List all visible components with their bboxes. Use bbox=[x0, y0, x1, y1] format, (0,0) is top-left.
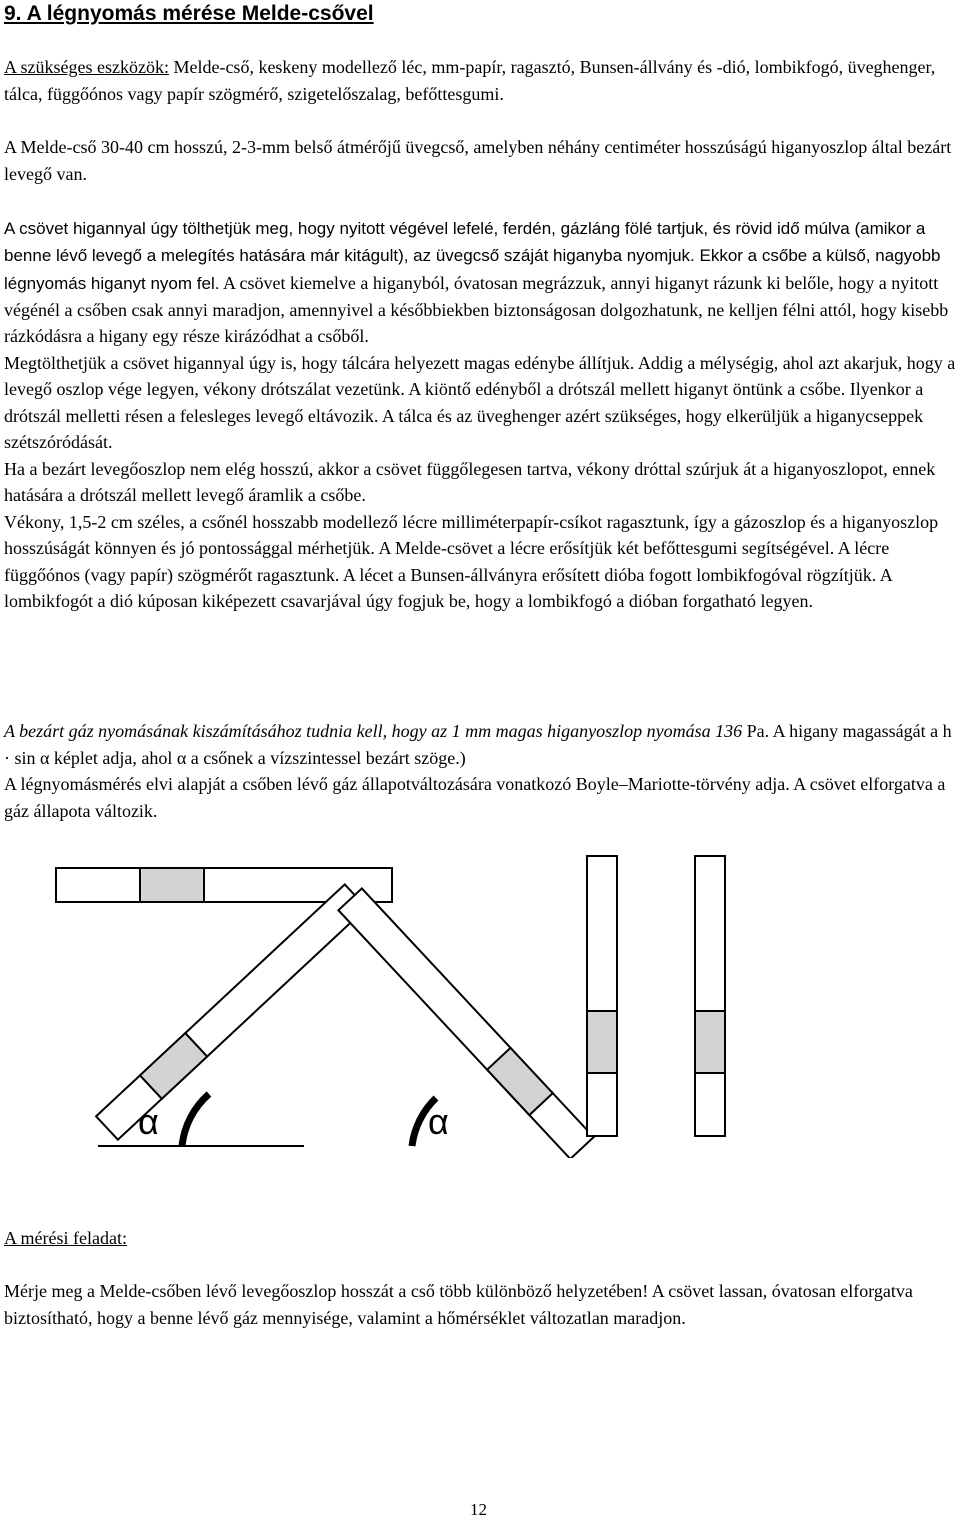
page-number: 12 bbox=[470, 1500, 487, 1519]
tools-paragraph bbox=[4, 54, 956, 107]
principle-text: A légnyomásmérés elvi alapját a csőben lévő gáz állapotváltozására vonatkozó Boyle–Mariotte-törvény adja. A csövet elforgatva a gáz állapota változik. bbox=[4, 774, 946, 821]
tilted-tube-right bbox=[338, 888, 593, 1158]
filling-serif-text: A csövet kiemelve a higanyból, óvatosan megrázzuk, annyi higanyt rázunk ki belőle, hogy a nyitott végénél a csőben csak annyi maradjon, amennyivel a későbbiekben biztonságosan dolgozhatunk, ne kelljen félni attól, hogy kisebb rázkódásra a higany egy része kirázódhat a csőből. bbox=[4, 272, 949, 347]
task-paragraph: Mérje meg a Melde-csőben lévő levegőoszlop hosszát a cső több különböző helyzetében! A csövet lassan, óvatosan elforgatva biztosítható, hogy a benne lévő gáz mennyisége, valamint a hőmérséklet változatlan maradjon. bbox=[4, 1281, 913, 1328]
vertical-tube-2 bbox=[695, 856, 725, 1136]
tilted-tube-left bbox=[96, 884, 366, 1146]
pressure-rest-text: Pa. A higany magasságát a h · sin α képlet adja, ahol α a csőnek a vízszintessel bezárt szöge.) bbox=[4, 721, 952, 768]
mercury-column bbox=[695, 1011, 725, 1073]
alpha-label-left: α bbox=[138, 1101, 159, 1142]
mercury-column bbox=[140, 868, 204, 902]
melde-tube-diagram bbox=[4, 848, 956, 1158]
pressure-paragraph bbox=[4, 718, 956, 824]
tools-text: Melde-cső, keskeny modellező léc, mm-papír, ragasztó, Bunsen-állvány és -dió, lombikfogó, üveghenger, tálca, függőónos vagy papír szögmérő, szigetelőszalag, befőttesgumi. bbox=[4, 57, 936, 104]
filling-paragraph bbox=[4, 215, 956, 615]
intro-paragraph: A Melde-cső 30-40 cm hosszú, 2-3-mm belső átmérőjű üvegcső, amelyben néhány centiméter hosszúságú higanyoszlop által bezárt levegő van. bbox=[4, 137, 952, 184]
alt-method-text: Megtölthetjük a csövet higannyal úgy is, hogy tálcára helyezett magas edénybe állítjuk. Addig a mélységig, ahol azt akarjuk, hogy a levegő oszlop vége legyen, vékony drótszálat vezetünk. A kiöntő edényből a drótszál mellett higanyt öntünk a csőbe. Ilyenkor a drótszál melletti résen a felesleges levegő eltávozik. A tálca és az üveghenger azért szükséges, hogy elkerüljük a higanycseppek szétszóródását. bbox=[4, 352, 956, 453]
tools-label: A szükséges eszközök: bbox=[4, 57, 169, 77]
angle-arc bbox=[182, 1094, 209, 1146]
filling-sans-text: A csövet higannyal úgy tölthetjük meg, hogy nyitott végével lefelé, ferdén, gázláng fölé tartjuk, és rövid idő múlva (amikor a benne lévő levegő a melegítés hatására már kitágult), az üvegcső száját higanyba nyomjuk. Ekkor a csőbe a külső, nagyobb légnyomás higanyt nyom fel. bbox=[4, 219, 941, 293]
task-heading: A mérési feladat: bbox=[4, 1228, 127, 1248]
pressure-italic-text: A bezárt gáz nyomásának kiszámításához tudnia kell, hogy az 1 mm magas higanyoszlop nyomása 136 bbox=[4, 721, 743, 741]
page-title: 9. A légnyomás mérése Melde-csővel bbox=[4, 2, 374, 25]
mounting-text: Vékony, 1,5-2 cm széles, a csőnél hosszabb modellező lécre milliméterpapír-csíkot ragasztunk, így a gázoszlop és a higanyoszlop hosszúságát könnyen és jó pontossággal mérhetjük. A Melde-csövet a lécre erősítjük két befőttesgumi segítségével. A lécre függőónos (vagy papír) szögmérőt ragasztunk. A lécet a Bunsen-állványra erősített dióba fogott lombikfogóval rögzítjük. A lombikfogót a dió kúposan kiképezett csavarjával úgy fogjuk be, hogy a lombikfogó a dióban forgatható legyen. bbox=[4, 511, 939, 612]
alpha-label-right: α bbox=[428, 1101, 449, 1142]
mercury-column bbox=[587, 1011, 617, 1073]
vertical-tube-1 bbox=[587, 856, 617, 1136]
short-column-text: Ha a bezárt levegőoszlop nem elég hosszú, akkor a csövet függőlegesen tartva, vékony dróttal szúrjuk át a higanyoszlopot, ennek hatására a drótszál mellett levegő áramlik a csőbe. bbox=[4, 458, 936, 506]
